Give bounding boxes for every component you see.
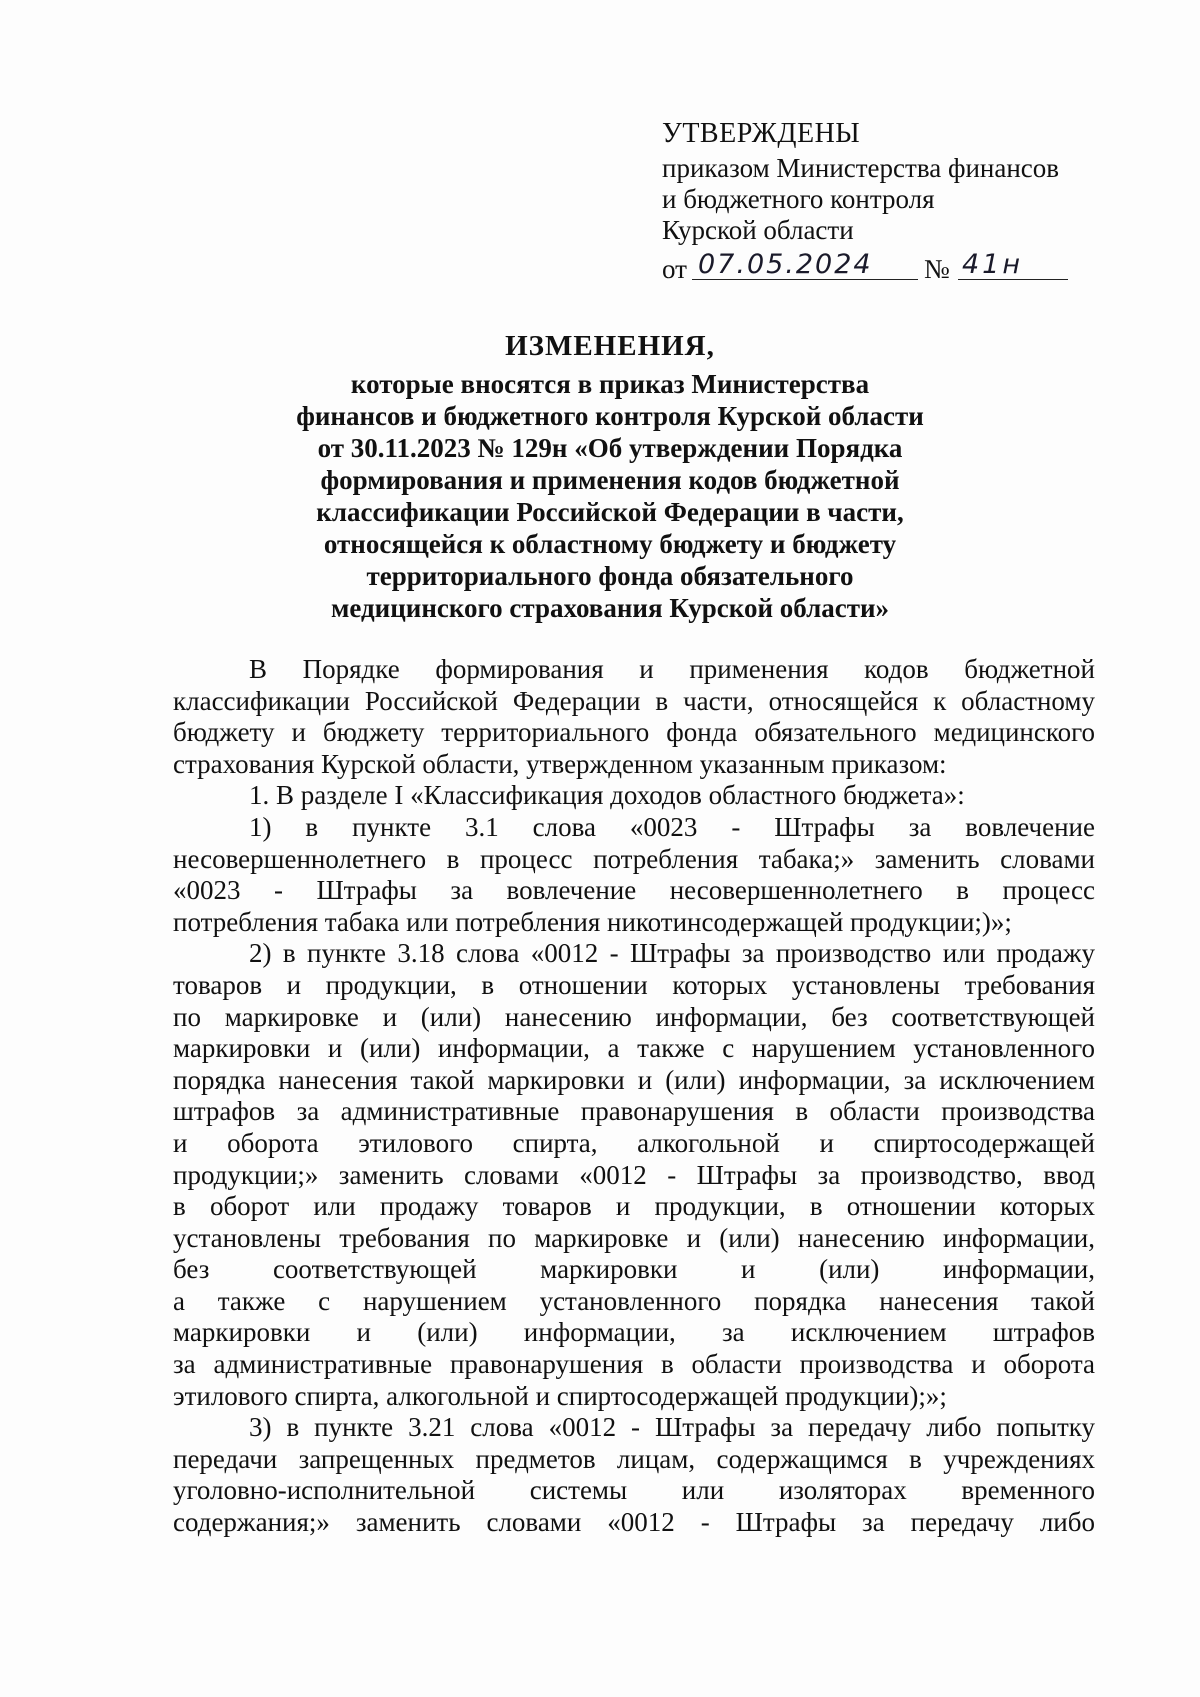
from-label: от	[662, 254, 687, 284]
approval-signature-line	[662, 250, 1082, 286]
title-line: финансов и бюджетного контроля Курской области	[296, 401, 924, 431]
document-title	[200, 330, 1020, 624]
body-text	[173, 654, 1095, 1539]
body-line: за административные правонарушения в области производства и оборота	[173, 1349, 1095, 1380]
approval-heading: УТВЕРЖДЕНЫ	[662, 118, 861, 149]
body-line: уголовно-исполнительной системы или изоляторах временного	[173, 1475, 1095, 1506]
body-line: установлены требования по маркировке и (или) нанесению информации,	[173, 1222, 1095, 1253]
approval-line: и бюджетного контроля	[662, 184, 935, 214]
body-line: этилового спирта, алкогольной и спиртосодержащей продукции);»;	[173, 1380, 947, 1411]
title-line: классификации Российской Федерации в части,	[316, 497, 904, 527]
title-line: от 30.11.2023 № 129н «Об утверждении Порядка	[317, 433, 903, 463]
title-main: ИЗМЕНЕНИЯ,	[505, 330, 715, 362]
body-line: и оборота этилового спирта, алкогольной и спиртосодержащей	[173, 1127, 1095, 1158]
body-line: В Порядке формирования и применения кодов бюджетной	[249, 654, 1095, 684]
approval-block	[662, 118, 1082, 286]
body-line: «0023 - Штрафы за вовлечение несовершеннолетнего в процесс	[173, 875, 1095, 906]
number-label: №	[924, 254, 950, 284]
body-line: классификации Российской Федерации в части, относящейся к областному	[173, 685, 1095, 716]
body-line: маркировки и (или) информации, за исключением штрафов	[173, 1317, 1095, 1348]
body-line: несовершеннолетнего в процесс потребления табака;» заменить словами	[173, 843, 1095, 874]
body-line: в оборот или продажу товаров и продукции, в отношении которых	[173, 1191, 1095, 1222]
body-line: страхования Курской области, утвержденном указанным приказом:	[173, 748, 947, 779]
body-line: маркировки и (или) информации, а также с нарушением установленного	[173, 1033, 1095, 1064]
handwritten-number: 41н	[958, 250, 1068, 280]
title-line: относящейся к областному бюджету и бюджету	[323, 529, 897, 559]
body-line: 2) в пункте 3.18 слова «0012 - Штрафы за производство или продажу	[249, 938, 1095, 969]
approval-line: приказом Министерства финансов	[662, 153, 1060, 183]
body-line: продукции;» заменить словами «0012 - Штрафы за производство, ввод	[173, 1159, 1095, 1190]
body-line: бюджету и бюджету территориального фонда обязательного медицинского	[173, 717, 1095, 748]
approval-line: Курской области	[662, 215, 854, 245]
title-line: территориального фонда обязательного	[366, 561, 854, 591]
body-line: товаров и продукции, в отношении которых установлены требования	[173, 969, 1095, 1000]
body-line: 1. В разделе I «Классификация доходов областного бюджета»:	[249, 780, 965, 811]
body-line: а также с нарушением установленного порядка нанесения такой	[173, 1285, 1095, 1316]
body-line: передачи запрещенных предметов лицам, содержащимся в учреждениях	[173, 1443, 1095, 1474]
body-line: по маркировке и (или) нанесению информации, без соответствующей	[173, 1001, 1095, 1032]
body-line: 1) в пункте 3.1 слова «0023 - Штрафы за вовлечение	[249, 811, 1095, 842]
body-line: без соответствующей маркировки и (или) информации,	[173, 1254, 1095, 1285]
body-line: потребления табака или потребления никотинсодержащей продукции;)»;	[173, 906, 1012, 937]
body-line: порядка нанесения такой маркировки и (или) информации, за исключением	[173, 1064, 1095, 1095]
body-line: 3) в пункте 3.21 слова «0012 - Штрафы за передачу либо попытку	[249, 1412, 1095, 1443]
title-line: которые вносятся в приказ Министерства	[350, 369, 870, 399]
body-line: содержания;» заменить словами «0012 - Штрафы за передачу либо	[173, 1507, 1095, 1538]
handwritten-date: 07.05.2024	[692, 250, 918, 280]
body-line: штрафов за административные правонарушения в области производства	[173, 1096, 1095, 1127]
title-line: медицинского страхования Курской области»	[330, 593, 890, 623]
title-line: формирования и применения кодов бюджетной	[320, 465, 900, 495]
